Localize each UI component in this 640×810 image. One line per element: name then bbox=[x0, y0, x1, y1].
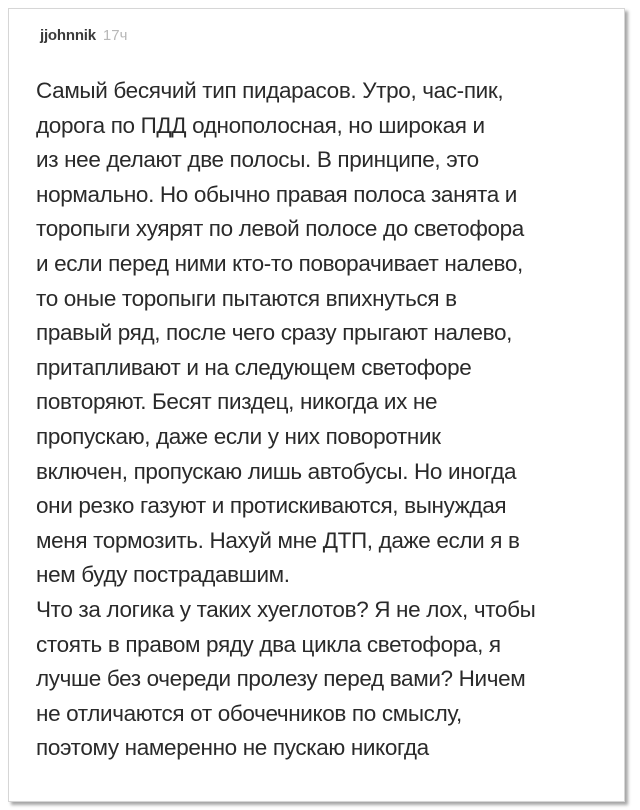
comment-line: лучше без очереди пролезу перед вами? Ничем bbox=[36, 666, 526, 692]
comment-card bbox=[8, 8, 625, 802]
comment-line: из нее делают две полосы. В принципе, это bbox=[36, 147, 479, 173]
comment-line: нормально. Но обычно правая полоса занята и bbox=[36, 181, 517, 207]
comment-line: пропускаю, даже если у них поворотник bbox=[36, 423, 441, 449]
comment-header bbox=[40, 27, 127, 44]
comment-body bbox=[36, 74, 621, 766]
comment-line: повторяют. Бесят пиздец, никогда их не bbox=[36, 389, 438, 415]
comment-line: и если перед ними кто-то поворачивает налево, bbox=[36, 250, 523, 276]
comment-line: дорога по ПДД однополосная, но широкая и bbox=[36, 112, 485, 138]
author-username[interactable]: jjohnnik bbox=[40, 27, 96, 44]
comment-line: включен, пропускаю лишь автобусы. Но иногда bbox=[36, 458, 517, 484]
comment-line: Самый бесячий тип пидарасов. Утро, час-пик, bbox=[36, 78, 504, 103]
comment-line: правый ряд, после чего сразу прыгают налево, bbox=[36, 320, 513, 346]
comment-line: нем буду пострадавшим. bbox=[36, 562, 290, 588]
comment-line: стоять в правом ряду два цикла светофора, я bbox=[36, 631, 501, 657]
comment-line: поэтому намеренно не пускаю никогда bbox=[36, 735, 429, 761]
comment-line: они резко газуют и протискиваются, вынуждая bbox=[36, 493, 507, 519]
comment-line: Что за логика у таких хуеглотов? Я не лох, чтобы bbox=[36, 596, 536, 622]
comment-line: меня тормозить. Нахуй мне ДТП, даже если я в bbox=[36, 527, 520, 553]
comment-line: притапливают и на следующем светофоре bbox=[36, 354, 472, 380]
comment-line: торопыги хуярят по левой полосе до светофора bbox=[36, 216, 524, 242]
comment-timestamp: 17ч bbox=[102, 27, 128, 44]
comment-line: то оные торопыги пытаются впихнуться в bbox=[36, 285, 457, 311]
comment-line: не отличаются от обочечников по смыслу, bbox=[36, 700, 462, 726]
